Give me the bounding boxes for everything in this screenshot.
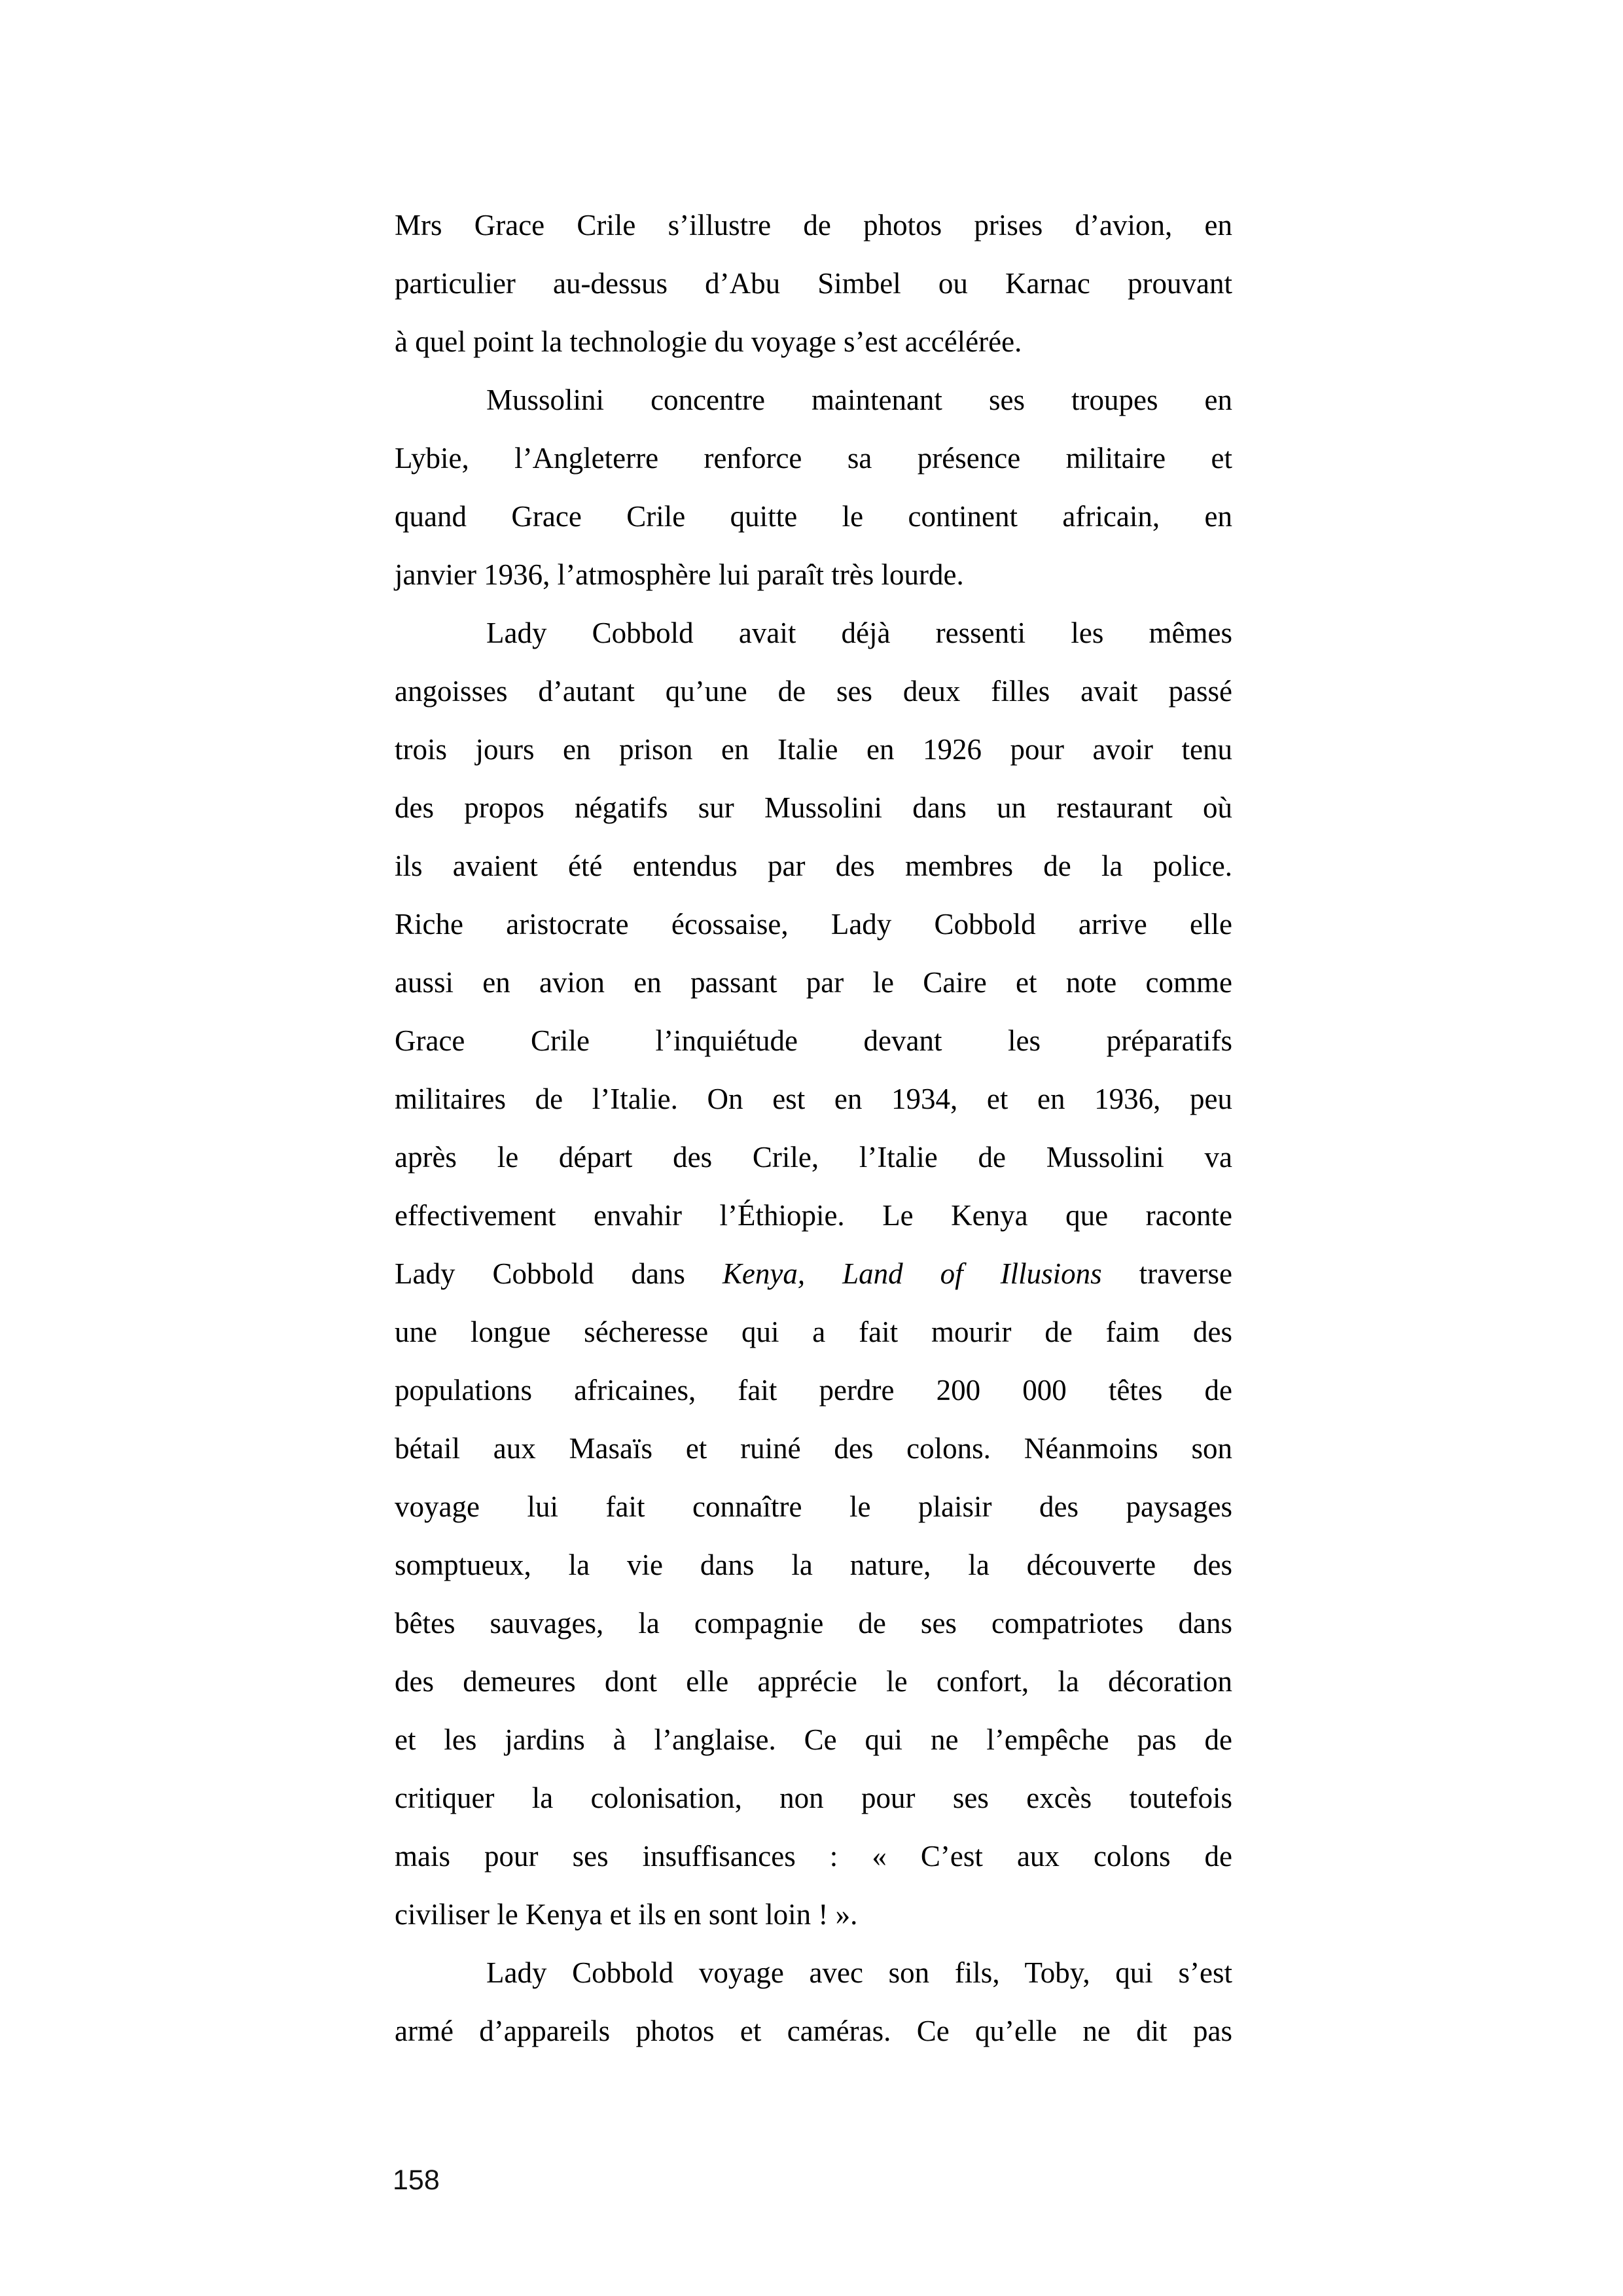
text-line [395,313,1232,371]
paragraph [395,604,1232,1944]
text-run: Lady Cobbold voyage avec son fils, Toby, qui s’est [486,1956,1232,1989]
text-line [395,837,1232,895]
text-line [395,255,1232,313]
paragraph [395,371,1232,604]
text-run: trois jours en prison en Italie en 1926 pour avoir tenu [395,733,1232,766]
text-line [395,196,1232,255]
text-line [395,1478,1232,1536]
text-line [395,1653,1232,1711]
text-run: janvier 1936, l’atmosphère lui paraît très lourde. [395,558,964,591]
text-run: angoisses d’autant qu’une de ses deux filles avait passé [395,675,1232,708]
text-run: des propos négatifs sur Mussolini dans un restaurant où [395,791,1232,824]
text-run: à quel point la technologie du voyage s’est accélérée. [395,325,1022,358]
text-run: somptueux, la vie dans la nature, la découverte des [395,1549,1232,1581]
text-line [395,721,1232,779]
text-run: après le départ des Crile, l’Italie de Mussolini va [395,1141,1232,1174]
text-line [395,954,1232,1012]
text-run: ils avaient été entendus par des membres de la police. [395,850,1232,882]
italic-book-title: Kenya, Land of Illusions [722,1257,1102,1290]
text-run: Riche aristocrate écossaise, Lady Cobbold arrive elle [395,908,1232,941]
text-run: mais pour ses insuffisances : « C’est aux colons de [395,1840,1232,1873]
text-line [395,371,1232,429]
text-line [395,1303,1232,1361]
text-run: voyage lui fait connaître le plaisir des paysages [395,1490,1232,1523]
text-run: quand Grace Crile quitte le continent africain, en [395,500,1232,533]
text-run: particulier au-dessus d’Abu Simbel ou Karnac prouvant [395,267,1232,300]
text-line [395,1245,1232,1303]
text-run: aussi en avion en passant par le Caire et note comme [395,966,1232,999]
text-line [395,546,1232,604]
text-line [395,779,1232,837]
text-line [395,1012,1232,1070]
text-run: traverse [1101,1257,1232,1290]
text-run: effectivement envahir l’Éthiopie. Le Kenya que raconte [395,1199,1232,1232]
text-line [395,662,1232,721]
text-run: et les jardins à l’anglaise. Ce qui ne l’empêche pas de [395,1723,1232,1756]
text-line [395,1361,1232,1420]
text-line [395,488,1232,546]
text-line [395,1536,1232,1594]
text-run: Grace Crile l’inquiétude devant les préparatifs [395,1024,1232,1057]
text-run: Lady Cobbold avait déjà ressenti les mêmes [486,617,1232,649]
text-line [395,1594,1232,1653]
text-run: bêtes sauvages, la compagnie de ses compatriotes dans [395,1607,1232,1640]
text-run: une longue sécheresse qui a fait mourir de faim des [395,1316,1232,1348]
paragraph [395,196,1232,371]
text-line [395,1070,1232,1128]
text-line [395,1827,1232,1886]
text-run: Lady Cobbold dans [395,1257,722,1290]
text-line [395,1944,1232,2002]
text-run: Lybie, l’Angleterre renforce sa présence militaire et [395,442,1232,475]
text-line [395,429,1232,488]
text-run: populations africaines, fait perdre 200 000 têtes de [395,1374,1232,1407]
text-run: Mussolini concentre maintenant ses troupes en [486,384,1232,416]
text-line [395,1187,1232,1245]
text-run: militaires de l’Italie. On est en 1934, et en 1936, peu [395,1083,1232,1115]
text-line [395,1886,1232,1944]
text-run: Mrs Grace Crile s’illustre de photos prises d’avion, en [395,209,1232,242]
text-run: critiquer la colonisation, non pour ses excès toutefois [395,1782,1232,1814]
text-line [395,1128,1232,1187]
text-line [395,1711,1232,1769]
text-line [395,895,1232,954]
text-line [395,2002,1232,2060]
page-number: 158 [393,2164,440,2196]
paragraph [395,1944,1232,2060]
text-run: civiliser le Kenya et ils en sont loin ! ». [395,1898,858,1931]
text-run: des demeures dont elle apprécie le confort, la décoration [395,1665,1232,1698]
text-line [395,604,1232,662]
text-line [395,1420,1232,1478]
text-line [395,1769,1232,1827]
text-block [395,196,1232,2060]
text-run: bétail aux Masaïs et ruiné des colons. Néanmoins son [395,1432,1232,1465]
text-run: armé d’appareils photos et caméras. Ce qu’elle ne dit pas [395,2015,1232,2047]
